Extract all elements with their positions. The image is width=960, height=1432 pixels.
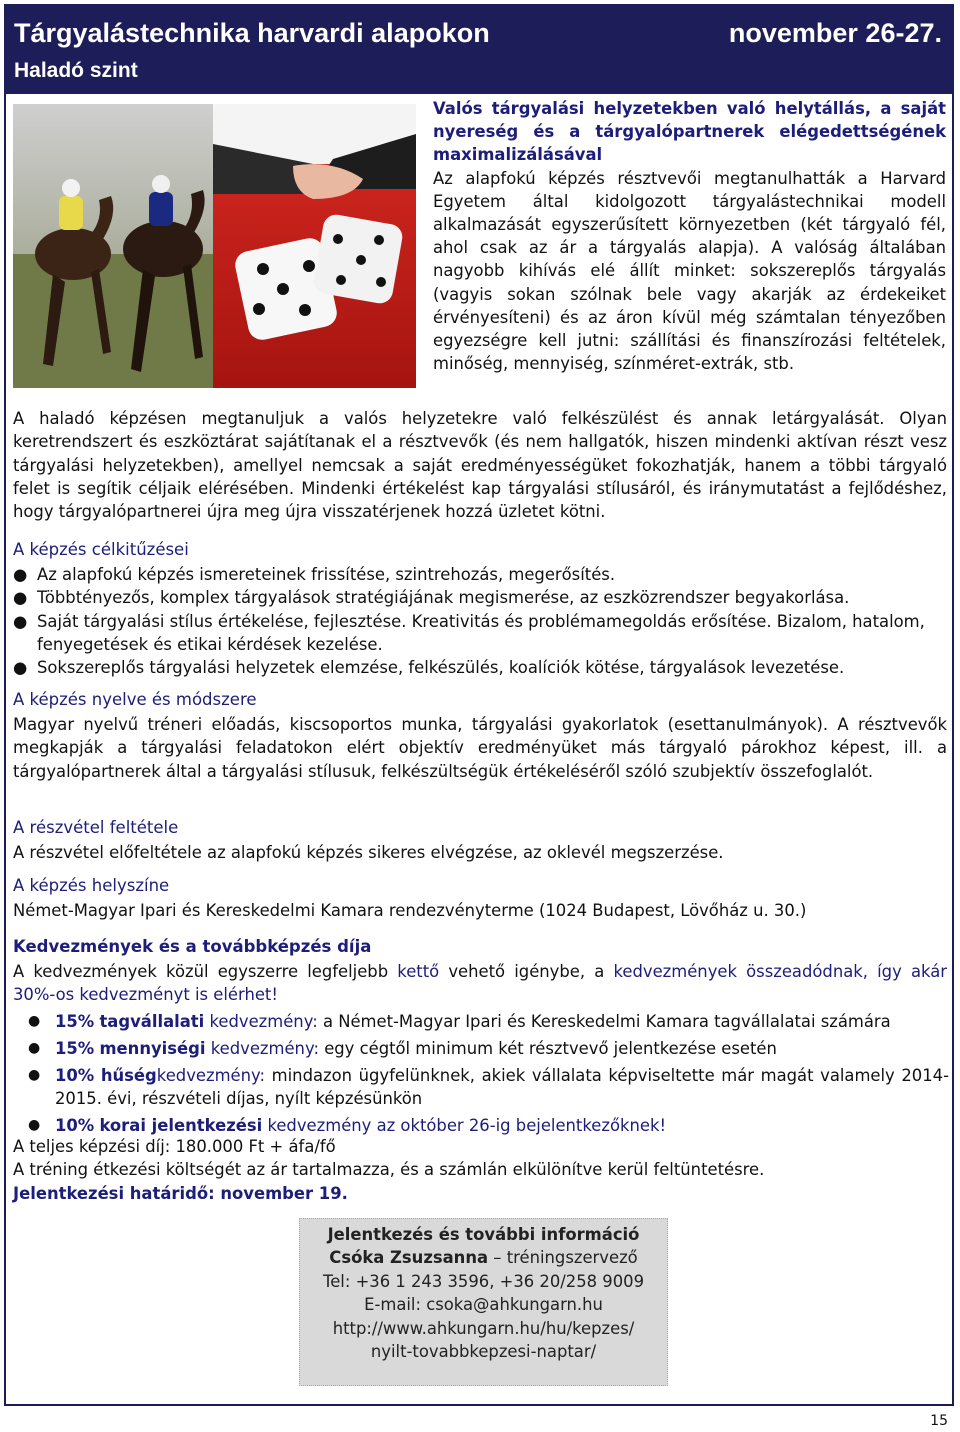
contact-url-line-2[interactable]: nyilt-tovabbkepzesi-naptar/	[370, 1342, 597, 1362]
condition-body: A részvétel előfeltétele az alapfokú képzés sikeres elvégzése, az oklevél megszerzése.	[13, 843, 724, 862]
page-title: Tárgyalástechnika harvardi alapokon	[14, 18, 490, 48]
venue-body: Német-Magyar Ipari és Kereskedelmi Kamara rendezvényterme (1024 Budapest, Lövőház u. 30.)	[13, 901, 807, 920]
event-date: november 26-27.	[728, 18, 942, 48]
list-item: ● 15% mennyiségi kedvezmény: egy cégtől minimum két résztvevő jelentkezése esetén	[13, 1037, 949, 1060]
intro-body: Az alapfokú képzés résztvevői megtanulhatták a Harvard Egyetem által kidolgozott tárgyalástechnikai modell alkalmazását egyszerűsített környezetben (két tárgyaló fél, ahol csak az ár a tárgyalás alapja). A valóság általában nagyobb kihívás elé állít minket: sokszereplős tárgyalás (vagyis sokan szólnak bele vagy akarják az érdekeiket érvényesíteni) és az áron kívül még számtalan tényezőben egyezségre kell jutni: szállítási és finanszírozási feltételek, minőség, mennyiség, színméret-extrák, stb.	[433, 168, 946, 374]
goals-list	[13, 563, 947, 679]
bullet-icon: ●	[28, 1117, 41, 1133]
bullet-icon: ●	[13, 565, 28, 584]
contact-email[interactable]: E-mail: csoka@ahkungarn.hu	[364, 1295, 603, 1315]
registration-deadline: Jelentkezési határidő: november 19.	[13, 1184, 348, 1203]
bullet-icon: ●	[28, 1040, 41, 1056]
method-body: Magyar nyelvű tréneri előadás, kiscsoportos munka, tárgyalási gyakorlatok (esettanulmányok). A résztvevők megkapják a tárgyalási feladatokon elért objektív eredményüket más tárgyaló párokhoz képest, ill. a tárgyalópartnerek által a tárgyalási stílusuk, felkészültségük értékeléséről szóló szubjektív összefoglalót.	[13, 715, 947, 781]
discounts-intro: A kedvezmények közül egyszerre legfeljebb kettő vehető igénybe, a kedvezmények összeadódnak, így akár 30%-os kedvezményt is elérhet!	[13, 962, 947, 1005]
bullet-icon: ●	[13, 611, 28, 631]
contact-phone: Tel: +36 1 243 3596, +36 20/258 9009	[322, 1271, 645, 1291]
bullet-icon: ●	[13, 588, 28, 608]
goals-title: A képzés célkitűzései	[13, 540, 189, 559]
list-item: ● Sokszereplős tárgyalási helyzetek elemzése, felkészülés, koalíciók kötése, tárgyalások levezetése.	[13, 656, 947, 679]
condition-title: A részvétel feltétele	[13, 818, 179, 837]
total-fee: A teljes képzési díj: 180.000 Ft + áfa/fő	[13, 1137, 336, 1156]
hero-image	[13, 104, 416, 388]
list-item: ● Többtényezős, komplex tárgyalások stratégiájának megismerése, az eszközrendszer begyakorlása.	[13, 586, 947, 609]
contact-heading: Jelentkezés és további információ	[327, 1225, 640, 1244]
bullet-icon: ●	[28, 1067, 41, 1083]
list-item: ● 10% korai jelentkezési kedvezmény az október 26-ig bejelentkezőknek!	[13, 1114, 949, 1137]
advanced-paragraph: A haladó képzésen megtanuljuk a valós helyzetekre való felkészülést és annak letárgyalását. Olyan keretrendszert és eszköztárat sajátítanak el a résztvevők (és nem hallgatók, hiszen mindenki aktívan részt vesz tárgyalási helyzetekben), amellyel nemcsak a saját eredményességüket fokozhatják, hanem a többi tárgyaló felet is segítik céljaik elérésében. Mindenki értékelést kap tárgyalási stílusáról, és iránymutatást a fejlődéshez, hogy tárgyalópartnerei újra meg újra visszatérjenek hozzá üzletet kötni.	[13, 409, 947, 522]
horse-race-photo	[13, 104, 213, 388]
contact-person: Csóka Zsuzsanna – tréningszervező	[329, 1248, 638, 1268]
method-title: A képzés nyelve és módszere	[13, 690, 257, 709]
course-level: Haladó szint	[14, 59, 138, 82]
list-item: ● 15% tagvállalati kedvezmény: a Német-Magyar Ipari és Kereskedelmi Kamara tagvállalatai számára	[13, 1010, 949, 1033]
bullet-icon: ●	[28, 1013, 41, 1029]
bullet-icon: ●	[13, 658, 28, 678]
intro-tagline: Valós tárgyalási helyzetekben való helytállás, a saját nyereség és a tárgyalópartnerek elégedettségének maximalizálásával	[433, 99, 946, 165]
page-number: 15	[930, 1413, 948, 1429]
handshake-dice-photo	[213, 104, 416, 388]
catering-note: A tréning étkezési költségét az ár tartalmazza, és a számlán elkülönítve kerül feltüntetésre.	[13, 1160, 765, 1179]
header-banner	[4, 4, 954, 94]
intro-block	[433, 97, 946, 375]
list-item: ● Saját tárgyalási stílus értékelése, fejlesztése. Kreativitás és problémamegoldás erősítése. Bizalom, hatalom, fenyegetések és etikai kérdések kezelése.	[13, 611, 925, 654]
contact-box	[299, 1218, 668, 1386]
venue-title: A képzés helyszíne	[13, 876, 170, 895]
list-item: ● 10% hűségkedvezmény: mindazon ügyfelünknek, akiek vállalata képviseltette már magát valamely 2014-2015. évi, részvételi díjas, nyílt képzésünkön	[28, 1066, 949, 1109]
list-item: ● Az alapfokú képzés ismereteinek frissítése, szintrehozás, megerősítés.	[13, 563, 947, 586]
contact-url-line-1[interactable]: http://www.ahkungarn.hu/hu/kepzes/	[332, 1318, 635, 1338]
discounts-title: Kedvezmények és a továbbképzés díja	[13, 937, 372, 956]
